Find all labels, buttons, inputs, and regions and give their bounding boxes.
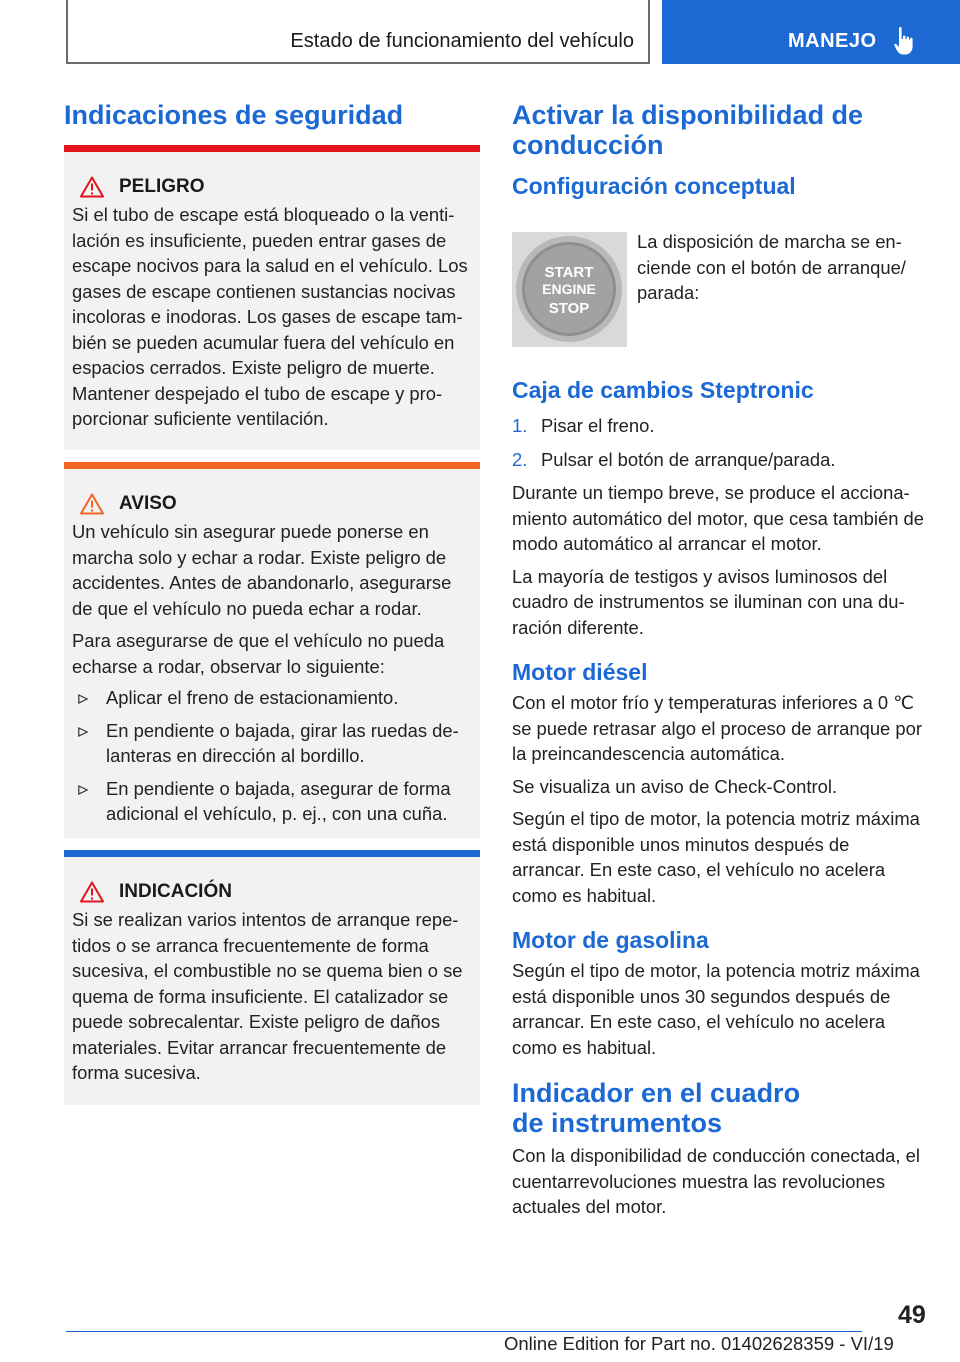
- button-label-line: START: [544, 264, 594, 281]
- list-item: [72, 718, 472, 769]
- page-number: 49: [898, 1301, 926, 1329]
- hand-pointer-icon: [894, 26, 916, 56]
- caution-bar: [64, 462, 480, 469]
- indicator-text: Con la disponibilidad de conducción conectada, el cuentarrevoluciones muestra las revoluciones actuales del motor.: [512, 1145, 920, 1217]
- warning-triangle-icon: [80, 881, 104, 903]
- concept-text: La disposición de marcha se enciende con el botón de arranque/ parada:: [637, 231, 906, 303]
- bullet-text: En pendiente o bajada, girar las ruedas delanteras en dirección al bordillo.: [106, 719, 459, 766]
- bullet-triangle-icon: [78, 694, 88, 704]
- diesel-text: Según el tipo de motor, la potencia motriz máxima está disponible unos minutos después de arrancar. En este caso, el vehículo no acelera como es habitual.: [512, 808, 920, 906]
- header-section-title: Estado de funcionamiento del vehículo: [290, 30, 634, 52]
- gasoline-text: Según el tipo de motor, la potencia motriz máxima está disponible unos 30 segundos después de arrancar. En este caso, el vehículo no acelera como es habitual.: [512, 960, 920, 1058]
- notice-text: Si se realizan varios intentos de arranque repetidos o se arranca frecuentemente de forma sucesiva, el combustible no se quema bien o se quema de forma insuficiente. El catalizador se puede sobrecalentar. Existe peligro de daños materiales. Evitar arrancar frecuentemente de forma sucesiva.: [72, 909, 463, 1083]
- start-stop-button-image: [512, 232, 627, 347]
- bullet-triangle-icon: [78, 785, 88, 795]
- safety-section-title: Indicaciones de seguridad: [64, 100, 404, 130]
- steptronic-section: [512, 376, 927, 1220]
- danger-warning-box: [64, 145, 480, 450]
- danger-bar: [64, 145, 480, 152]
- steptronic-steps: [512, 413, 927, 472]
- drive-readiness-title: Activar la disponibilidad de conducción: [512, 100, 864, 160]
- header-chapter-tab[interactable]: [662, 0, 960, 64]
- start-stop-button-icon: [512, 232, 627, 347]
- diesel-heading: Motor diésel: [512, 659, 648, 685]
- caution-bullet-list: [72, 685, 472, 827]
- indicator-title: [512, 1078, 927, 1138]
- notice-keyword: INDICACIÓN: [119, 881, 232, 902]
- header-section-box: [66, 0, 650, 64]
- step-number: 2.: [512, 448, 528, 470]
- indicator-title-line: Indicador en el cuadro: [512, 1078, 801, 1108]
- right-column: [512, 100, 927, 1217]
- warning-triangle-icon: [80, 493, 104, 515]
- caution-keyword: AVISO: [119, 493, 177, 514]
- step-text: Pulsar el botón de arranque/parada.: [541, 448, 836, 470]
- footer-divider: [66, 1331, 862, 1332]
- list-item: [72, 776, 472, 827]
- list-item: [512, 413, 927, 439]
- notice-box: [64, 850, 480, 1105]
- steptronic-heading: Caja de cambios Steptronic: [512, 377, 814, 403]
- bullet-triangle-icon: [78, 727, 88, 737]
- danger-keyword: PELIGRO: [119, 176, 205, 197]
- steptronic-text: La mayoría de testigos y avisos luminosos del cuadro de instrumentos se iluminan con una duración diferente.: [512, 565, 905, 638]
- list-item: [72, 685, 472, 711]
- gasoline-heading: Motor de gasolina: [512, 927, 709, 953]
- diesel-text: Con el motor frío y temperaturas inferiores a 0 ℃ se puede retrasar algo el proceso de arranque por la preincandescencia automática.: [512, 692, 922, 764]
- step-number: 1.: [512, 415, 528, 436]
- button-label-line: STOP: [548, 300, 590, 317]
- list-item: [512, 447, 927, 473]
- concept-heading: Configuración conceptual: [512, 173, 796, 199]
- warning-triangle-icon: [80, 176, 104, 198]
- notice-bar: [64, 850, 480, 857]
- caution-text: Para asegurarse de que el vehículo no pueda echarse a rodar, observar lo siguiente:: [72, 630, 445, 677]
- bullet-text: Aplicar el freno de estacionamiento.: [106, 687, 399, 708]
- chapter-tab-label: MANEJO: [788, 30, 877, 52]
- danger-text: Si el tubo de escape está bloqueado o la ventilación es insuficiente, pueden entrar gases de escape nocivos para la salud en el vehículo. Los gases de escape contienen sustancias nocivas incoloras e inodoras. Los gases de escape también se pueden acumular fuera del vehículo en espacios cerrados. Existe peligro de muerte. Mantener despejado el tubo de escape y proporcionar suficiente ventilación.: [72, 204, 468, 429]
- caution-text: Un vehículo sin asegurar puede ponerse en marcha solo y echar a rodar. Existe peligro de accidentes. Antes de abandonarlo, asegurarse de que el vehículo no pueda echar a rodar.: [72, 521, 452, 619]
- step-text: Pisar el freno.: [541, 415, 655, 436]
- steptronic-text: Durante un tiempo breve, se produce el accionamiento automático del motor, que cesa también de modo automático al arrancar el motor.: [512, 482, 924, 554]
- bullet-text: En pendiente o bajada, asegurar de forma adicional el vehículo, p. ej., con una cuña.: [106, 777, 451, 824]
- caution-warning-box: [64, 462, 480, 838]
- diesel-text: Se visualiza un aviso de Check-Control.: [512, 775, 838, 797]
- button-label-line: ENGINE: [542, 281, 596, 297]
- footer-edition-text: Online Edition for Part no. 01402628359 - VI/19: [504, 1333, 894, 1354]
- indicator-title-line: de instrumentos: [512, 1108, 723, 1138]
- left-column: [64, 100, 480, 1083]
